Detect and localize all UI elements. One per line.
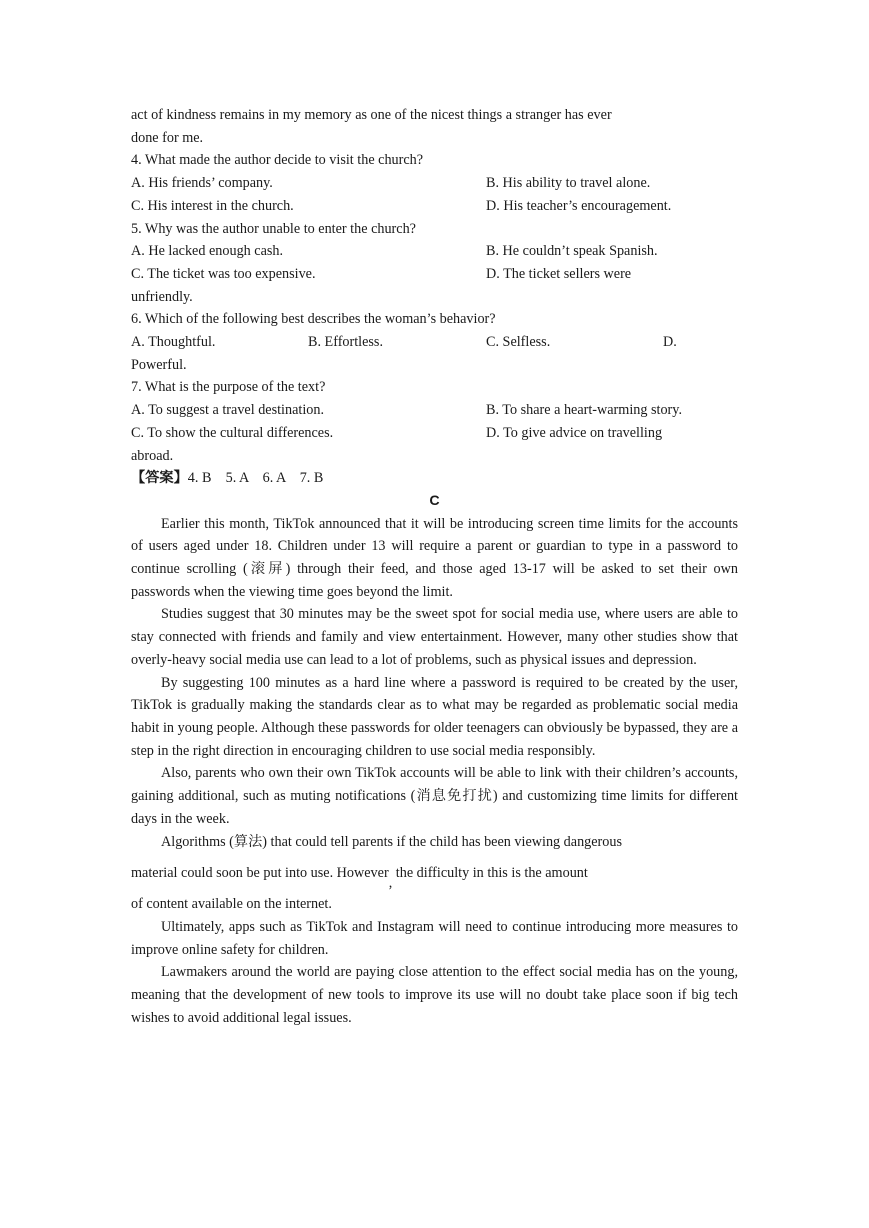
answer-key [131,467,738,490]
question-7-options-row-2 [131,422,738,445]
option-5d-wrap: unfriendly. [131,288,193,305]
body-paragraph-3: By suggesting 100 minutes as a hard line where a password is required to be created by the user, TikTok is gradually making the standards clear as to what may be regarded as problematic social media habit in young people. Although these passwords for older teenagers can obviously be bypassed, they are a step in the right direction in encouraging children to use social media responsibly. [131,674,738,759]
option-4b: B. His ability to travel alone. [486,175,651,192]
answer-label: 【答案】 [131,470,188,487]
option-6c: C. Selfless. [486,334,551,351]
question-5-stem: 5. Why was the author unable to enter the church? [131,220,416,237]
question-5-options-row-1 [131,240,738,263]
document-page [131,104,738,1029]
option-7d-wrap: abroad. [131,447,174,464]
option-5a: A. He lacked enough cash. [131,243,284,260]
body-paragraph-7: Lawmakers around the world are paying close attention to the effect social media has on the young, meaning that the development of new tools to improve its use will no doubt take place soon if big tech wishes to avoid additional legal issues. [131,964,738,1026]
question-7-stem: 7. What is the purpose of the text? [131,379,326,396]
section-heading: C [429,492,440,509]
option-7c: C. To show the cultural differences. [131,424,334,441]
question-4-options-row-1 [131,172,738,195]
option-7b: B. To share a heart-warming story. [486,402,682,419]
option-5c: C. The ticket was too expensive. [131,265,316,282]
algo-line-1: Algorithms (算法) that could tell parents if the child has been viewing dangerous [161,833,622,850]
question-4-stem: 4. What made the author decide to visit the church? [131,152,424,169]
option-4a: A. His friends’ company. [131,175,273,192]
option-6b: B. Effortless. [308,334,384,351]
question-6-options-row [131,331,738,354]
question-4-options-row-2 [131,195,738,218]
option-4c: C. His interest in the church. [131,197,294,214]
answer-values: 4. B 5. A 6. A 7. B [187,470,324,487]
body-paragraph-2: Studies suggest that 30 minutes may be the sweet spot for social media use, where users are able to stay connected with friends and family and view entertainment. However, many other studies show that overly-heavy social media use can lead to a lot of problems, such as physical issues and depression. [131,606,738,668]
question-7-options-row-1 [131,399,738,422]
body-paragraph-1: Earlier this month, TikTok announced that it will be introducing screen time limits for the accounts of users aged under 18. Children under 13 will require a parent or guardian to type in a password to continue scrolling (滚屏) through their feed, and those aged 13-17 will be asked to set their own passwords when the viewing time goes beyond the limit. [131,515,738,600]
option-4d: D. His teacher’s encouragement. [486,197,672,214]
option-7a: A. To suggest a travel destination. [131,402,324,419]
option-5b: B. He couldn’t speak Spanish. [486,243,658,260]
question-5-options-row-2 [131,263,738,286]
algo-line-2 [131,853,738,893]
option-6a: A. Thoughtful. [131,334,216,351]
question-6-stem: 6. Which of the following best describes the woman’s behavior? [131,311,496,328]
algo-line-2-b: the difficulty in this is the amount [392,865,588,882]
option-7d: D. To give advice on travelling [486,424,663,441]
algo-line-3: of content available on the internet. [131,896,332,913]
body-paragraph-5 [131,831,738,916]
algo-line-2-a: material could soon be put into use. However [131,865,389,882]
algo-line-2-comma: , [388,875,393,892]
option-6d-wrap: Powerful. [131,356,187,373]
body-paragraph-4: Also, parents who own their own TikTok accounts will be able to link with their children’s accounts, gaining additional, such as muting notifications (消息免打扰) and customizing time limits for different days in the week. [131,765,738,827]
option-5d: D. The ticket sellers were [486,265,632,282]
option-6d: D. [663,334,677,351]
intro-line-1: act of kindness remains in my memory as one of the nicest things a stranger has ever [131,107,612,123]
intro-line-2: done for me. [131,129,204,146]
body-paragraph-6: Ultimately, apps such as TikTok and Instagram will need to continue introducing more measures to improve online safety for children. [131,918,738,958]
